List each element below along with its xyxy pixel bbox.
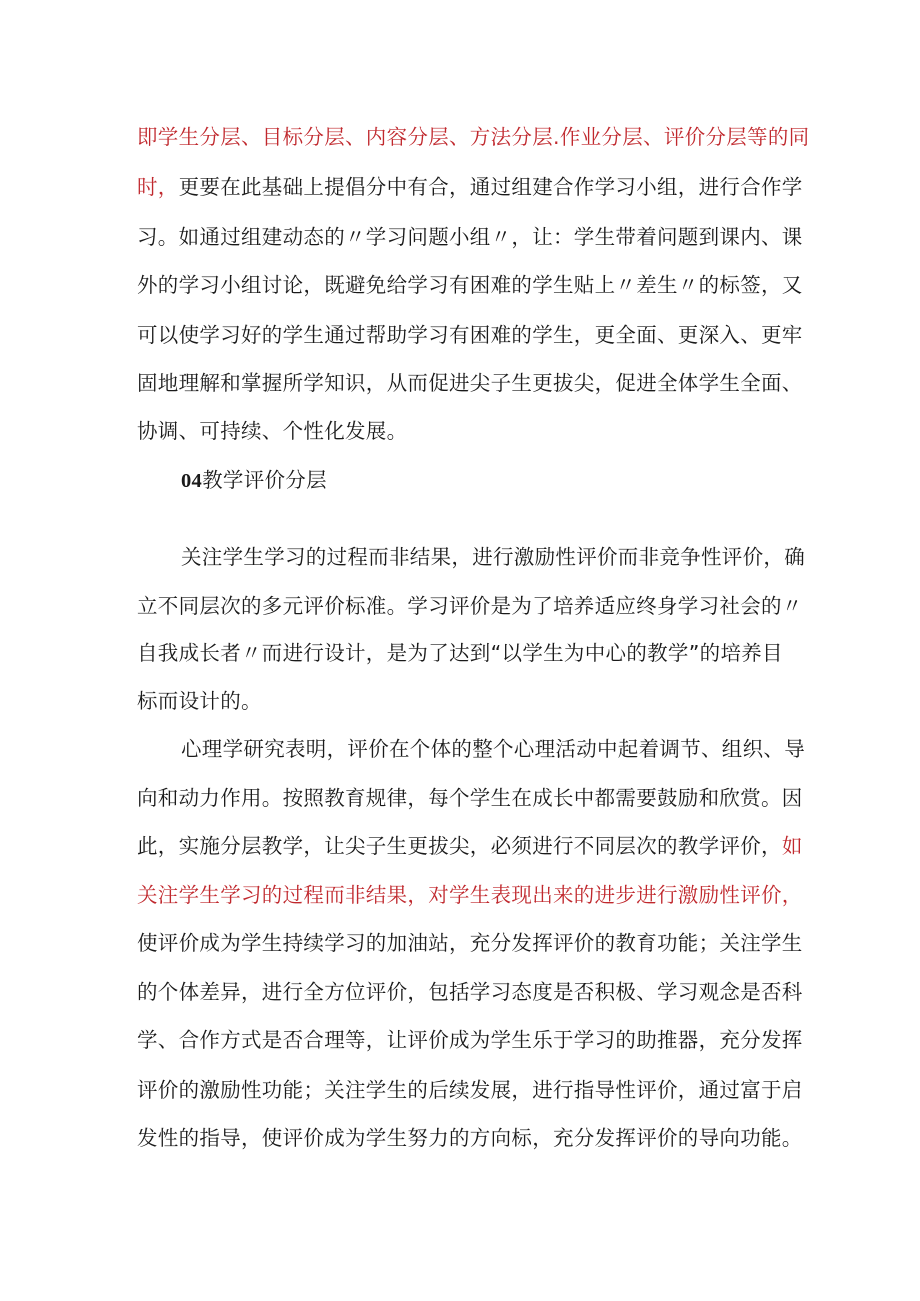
para3-line-1: 心理学研究表明，评价在个体的整个心理活动中起着调节、组织、导 [181, 737, 805, 761]
para1-line-2-text: 更要在此基础上提倡分中有合，通过组建合作学习小组，进行合作学 [178, 175, 803, 199]
para2-line-1: 关注学生学习的过程而非结果，进行激励性评价而非竞争性评价，确 [181, 545, 805, 569]
para3-line-3-highlight: 如 [781, 834, 803, 858]
para3-line-6: 的个体差异，进行全方位评价，包括学习态度是否积极、学习观念是否科 [137, 980, 803, 1004]
para3-line-5: 使评价成为学生持续学习的加油站，充分发挥评价的教育功能；关注学生 [137, 931, 803, 955]
para1-line-3: 习。如通过组建动态的〃学习问题小组〃，让：学生带着问题到课内、课 [137, 225, 803, 249]
para1-line-2-highlight: 时， [137, 175, 179, 199]
section-heading [181, 466, 327, 496]
para2-line-3: 自我成长者〃而进行设计，是为了达到“以学生为中心的教学”的培养目 [137, 641, 783, 665]
para3-line-9: 发性的指导，使评价成为学生努力的方向标，充分发挥评价的导向功能。 [137, 1126, 803, 1150]
para3-line-3-text: 此，实施分层教学，让尖子生更拔尖，必须进行不同层次的教学评价， [137, 834, 782, 858]
para3-line-2: 向和动力作用。按照教育规律，每个学生在成长中都需要鼓励和欣赏。因 [137, 786, 803, 810]
para1-line-4: 外的学习小组讨论，既避免给学习有困难的学生贴上〃差生〃的标签，又 [137, 273, 803, 297]
para2-line-4: 标而设计的。 [137, 689, 262, 713]
para1-line-7: 协调、可持续、个性化发展。 [137, 419, 408, 443]
para3-line-4: 关注学生学习的过程而非结果，对学生表现出来的进步进行激励性评价， [137, 883, 803, 907]
para3-line-8: 评价的激励性功能；关注学生的后续发展，进行指导性评价，通过富于启 [137, 1078, 803, 1102]
para1-line-6: 固地理解和掌握所学知识，从而促进尖子生更拔尖，促进全体学生全面、 [137, 371, 803, 395]
para3-line-7: 学、合作方式是否合理等，让评价成为学生乐于学习的助推器，充分发挥 [137, 1028, 803, 1052]
para2-line-2: 立不同层次的多元评价标准。学习评价是为了培养适应终身学习社会的〃 [137, 594, 803, 618]
para1-line-1: 即学生分层、目标分层、内容分层、方法分层.作业分层、评价分层等的同 [137, 125, 810, 149]
section-title: 教学评价分层 [202, 470, 327, 492]
section-number: 04 [181, 470, 203, 492]
para3-line-3 [137, 831, 803, 861]
para1-line-5: 可以使学习好的学生通过帮助学习有困难的学生，更全面、更深入、更牢 [137, 323, 803, 347]
para1-line-2 [137, 172, 803, 202]
